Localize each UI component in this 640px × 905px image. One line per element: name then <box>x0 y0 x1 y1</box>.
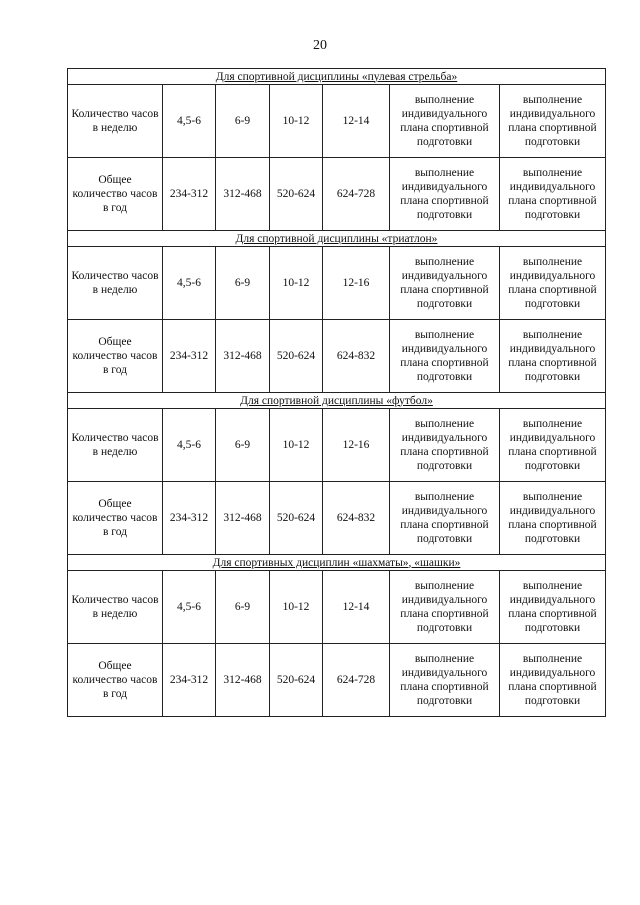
table-cell: 4,5-6 <box>163 247 216 320</box>
table-cell: 312-468 <box>216 482 270 555</box>
table-cell: 234-312 <box>163 320 216 393</box>
table-cell: 312-468 <box>216 320 270 393</box>
table-cell: выполнение индивидуального плана спортивной подготовки <box>390 482 500 555</box>
row-label: Общее количество часов в год <box>68 482 163 555</box>
table-cell: выполнение индивидуального плана спортивной подготовки <box>500 409 606 482</box>
table-cell: выполнение индивидуального плана спортивной подготовки <box>390 409 500 482</box>
table-cell: 520-624 <box>270 320 323 393</box>
table-cell: 12-16 <box>323 247 390 320</box>
table-cell: 10-12 <box>270 85 323 158</box>
section-header-row <box>68 231 606 247</box>
row-label: Общее количество часов в год <box>68 644 163 717</box>
table-row <box>68 85 606 158</box>
table-cell: выполнение индивидуального плана спортивной подготовки <box>390 320 500 393</box>
table-cell: 624-728 <box>323 644 390 717</box>
page-number: 20 <box>313 38 327 53</box>
row-label: Общее количество часов в год <box>68 320 163 393</box>
table-cell: 4,5-6 <box>163 571 216 644</box>
table-cell: 6-9 <box>216 409 270 482</box>
table-cell: 520-624 <box>270 644 323 717</box>
table-cell: выполнение индивидуального плана спортивной подготовки <box>390 158 500 231</box>
table-row <box>68 320 606 393</box>
table-row <box>68 644 606 717</box>
table-cell: выполнение индивидуального плана спортивной подготовки <box>390 644 500 717</box>
table-cell: 4,5-6 <box>163 85 216 158</box>
table-cell: 6-9 <box>216 85 270 158</box>
section-title: Для спортивной дисциплины «футбол» <box>68 393 606 409</box>
section-title: Для спортивной дисциплины «триатлон» <box>68 231 606 247</box>
table-cell: 234-312 <box>163 482 216 555</box>
table-row <box>68 482 606 555</box>
row-label: Количество часов в неделю <box>68 571 163 644</box>
table-cell: 12-14 <box>323 85 390 158</box>
table-cell: 6-9 <box>216 571 270 644</box>
table-cell: 624-728 <box>323 158 390 231</box>
table-cell: выполнение индивидуального плана спортивной подготовки <box>500 482 606 555</box>
table-cell: выполнение индивидуального плана спортивной подготовки <box>500 247 606 320</box>
table-cell: выполнение индивидуального плана спортивной подготовки <box>500 158 606 231</box>
table-cell: 520-624 <box>270 482 323 555</box>
table-cell: выполнение индивидуального плана спортивной подготовки <box>500 571 606 644</box>
row-label: Количество часов в неделю <box>68 85 163 158</box>
table-cell: 10-12 <box>270 409 323 482</box>
table-cell: выполнение индивидуального плана спортивной подготовки <box>500 320 606 393</box>
table-cell: выполнение индивидуального плана спортивной подготовки <box>500 644 606 717</box>
section-header-row <box>68 393 606 409</box>
table-cell: 624-832 <box>323 482 390 555</box>
training-hours-table <box>67 68 606 717</box>
table-cell: 312-468 <box>216 644 270 717</box>
row-label: Количество часов в неделю <box>68 247 163 320</box>
table-cell: 12-16 <box>323 409 390 482</box>
row-label: Общее количество часов в год <box>68 158 163 231</box>
table-row <box>68 158 606 231</box>
section-title: Для спортивной дисциплины «пулевая стрельба» <box>68 69 606 85</box>
table-cell: 520-624 <box>270 158 323 231</box>
table-cell: 4,5-6 <box>163 409 216 482</box>
table-cell: 312-468 <box>216 158 270 231</box>
table-cell: выполнение индивидуального плана спортивной подготовки <box>390 247 500 320</box>
section-header-row <box>68 69 606 85</box>
table-cell: 234-312 <box>163 644 216 717</box>
table-cell: 234-312 <box>163 158 216 231</box>
table-row <box>68 247 606 320</box>
section-header-row <box>68 555 606 571</box>
table-row <box>68 409 606 482</box>
table-cell: 624-832 <box>323 320 390 393</box>
table-cell: выполнение индивидуального плана спортивной подготовки <box>500 85 606 158</box>
table-cell: 10-12 <box>270 571 323 644</box>
section-title: Для спортивных дисциплин «шахматы», «шашки» <box>68 555 606 571</box>
table-cell: 10-12 <box>270 247 323 320</box>
table-cell: выполнение индивидуального плана спортивной подготовки <box>390 85 500 158</box>
row-label: Количество часов в неделю <box>68 409 163 482</box>
table-row <box>68 571 606 644</box>
table-cell: выполнение индивидуального плана спортивной подготовки <box>390 571 500 644</box>
table-cell: 12-14 <box>323 571 390 644</box>
table-cell: 6-9 <box>216 247 270 320</box>
